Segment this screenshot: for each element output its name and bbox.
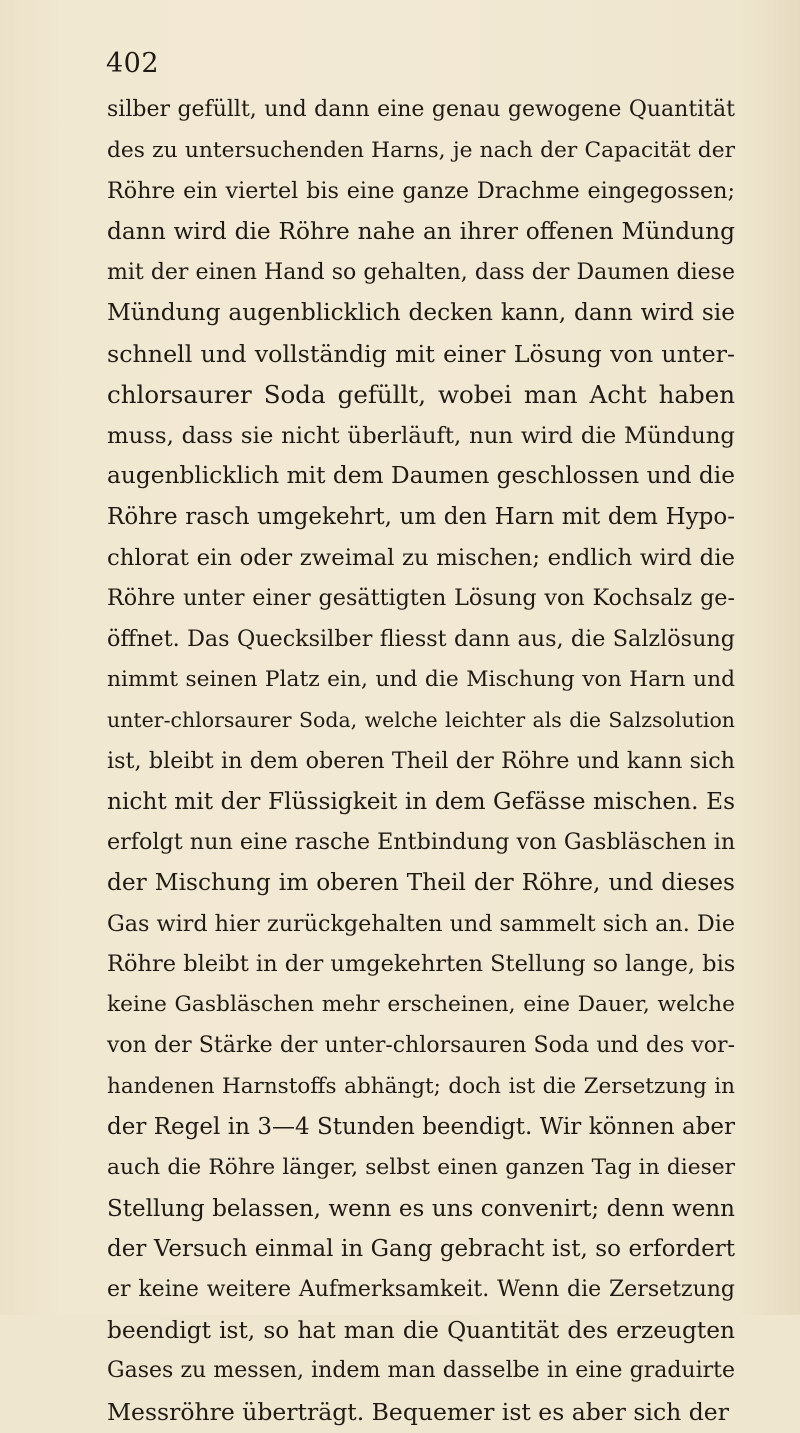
text-line: erfolgt nun eine rasche Entbindung von Gasbläschen in [107, 829, 736, 856]
text-line: Mündung augenblicklich decken kann, dann wird sie [107, 299, 735, 327]
text-line: Röhre ein viertel bis eine ganze Drachme eingegossen; [107, 178, 735, 205]
text-line: handenen Harnstoffs abhängt; doch ist die Zersetzung in [107, 1073, 735, 1099]
text-line: der Versuch einmal in Gang gebracht ist, so erfordert [107, 1236, 735, 1263]
text-line: schnell und vollständig mit einer Lösung von unter- [107, 340, 735, 369]
text-line: Messröhre überträgt. Bequemer ist es aber sich der [107, 1398, 729, 1426]
text-line: der Mischung im oberen Theil der Röhre, und dieses [107, 869, 735, 897]
text-line: auch die Röhre länger, selbst einen ganzen Tag in dieser [107, 1154, 735, 1180]
text-line: beendigt ist, so hat man die Quantität des erzeugten [107, 1316, 735, 1344]
text-line: Röhre unter einer gesättigten Lösung von Kochsalz ge- [107, 585, 735, 612]
text-line: nicht mit der Flüssigkeit in dem Gefässe mischen. Es [107, 787, 735, 815]
text-line: chlorsaurer Soda gefüllt, wobei man Acht haben [107, 379, 735, 409]
text-line: Stellung belassen, wenn es uns convenirt; denn wenn [107, 1195, 735, 1222]
text-line: von der Stärke der unter-chlorsauren Soda und des vor- [107, 1032, 735, 1058]
text-line: muss, dass sie nicht überläuft, nun wird die Mündung [107, 422, 735, 449]
text-line: Röhre bleibt in der umgekehrten Stellung so lange, bis [107, 951, 736, 978]
text-line: silber gefüllt, und dann eine genau gewogene Quantität [107, 97, 735, 122]
text-line: dann wird die Röhre nahe an ihrer offenen Mündung [107, 218, 735, 246]
text-line: nimmt seinen Platz ein, und die Mischung von Harn und [107, 666, 735, 692]
text-line: augenblicklich mit dem Daumen geschlossen und die [107, 462, 735, 490]
text-line: mit der einen Hand so gehalten, dass der Daumen diese [107, 259, 735, 285]
page-number: 402 [106, 48, 160, 79]
text-line: Gas wird hier zurückgehalten und sammelt sich an. Die [107, 910, 735, 937]
text-line: unter-chlorsaurer Soda, welche leichter als die Salzsolution [107, 708, 735, 733]
text-line: Gases zu messen, indem man dasselbe in eine graduirte [107, 1358, 735, 1384]
text-line: keine Gasbläschen mehr erscheinen, eine Dauer, welche [107, 992, 735, 1018]
text-line: er keine weitere Aufmerksamkeit. Wenn die Zersetzung [107, 1276, 735, 1302]
text-line: öffnet. Das Quecksilber fliesst dann aus, die Salzlösung [107, 625, 735, 652]
body-text [107, 90, 735, 1433]
text-line: Röhre rasch umgekehrt, um den Harn mit dem Hypo- [107, 503, 735, 530]
text-line: chlorat ein oder zweimal zu mischen; endlich wird die [107, 544, 735, 571]
text-line: des zu untersuchenden Harns, je nach der Capacität der [107, 137, 735, 163]
text-line: der Regel in 3—4 Stunden beendigt. Wir können aber [107, 1114, 735, 1141]
text-line: ist, bleibt in dem oberen Theil der Röhre und kann sich [107, 748, 735, 774]
